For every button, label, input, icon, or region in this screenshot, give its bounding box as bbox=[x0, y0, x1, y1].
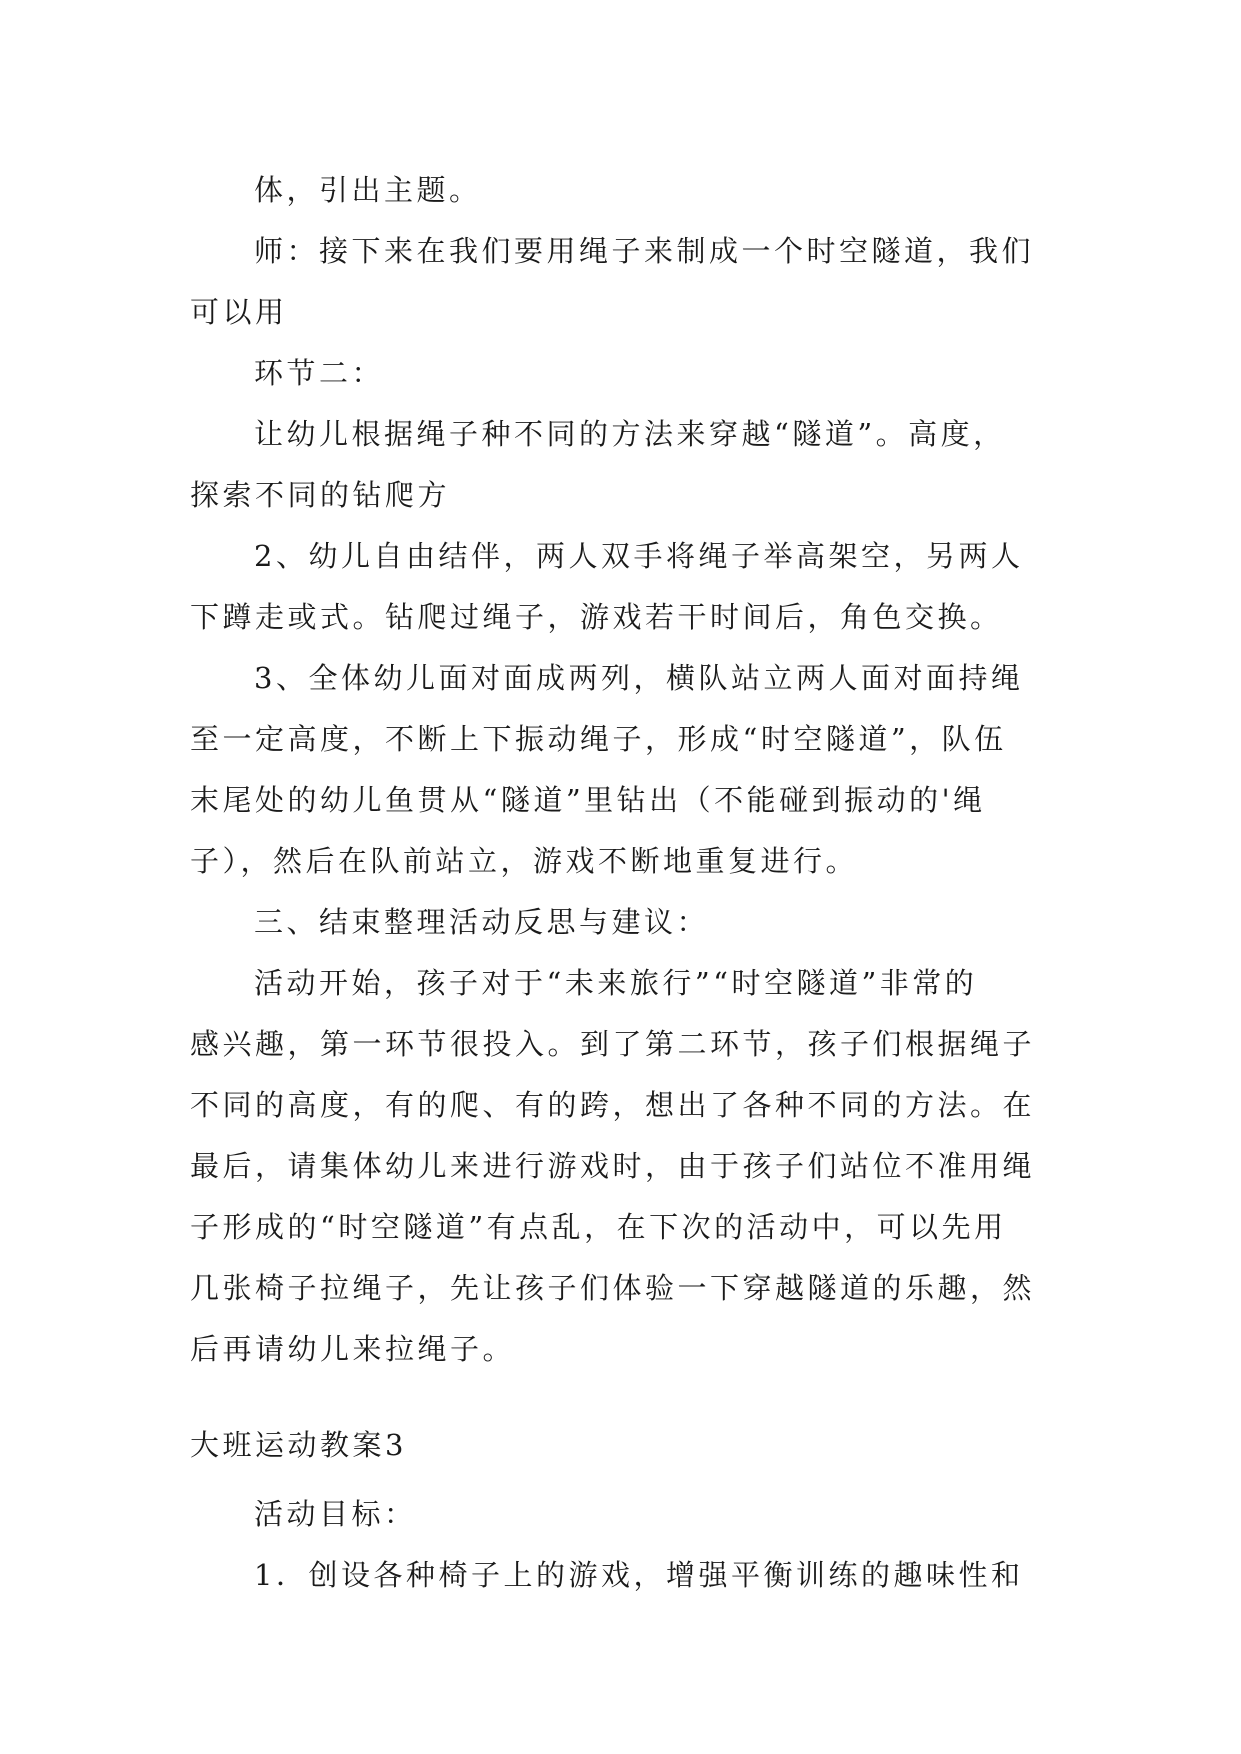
text-line: 可以用 bbox=[190, 295, 288, 329]
paragraph bbox=[190, 404, 1050, 526]
section-heading: 大班运动教案3 bbox=[190, 1428, 407, 1462]
text-line: 2、幼儿自由结伴，两人双手将绳子举高架空，另两人 bbox=[254, 539, 1024, 573]
paragraph bbox=[190, 648, 1050, 892]
text-line: 不同的高度，有的爬、有的跨，想出了各种不同的方法。在 bbox=[190, 1088, 1036, 1122]
text-line: 几张椅子拉绳子，先让孩子们体验一下穿越隧道的乐趣，然 bbox=[190, 1271, 1036, 1305]
paragraph bbox=[190, 1545, 1050, 1606]
text-line: 子），然后在队前站立，游戏不断地重复进行。 bbox=[190, 844, 859, 878]
paragraph bbox=[190, 526, 1050, 648]
text-line: 三、结束整理活动反思与建议： bbox=[254, 905, 710, 939]
paragraph bbox=[190, 221, 1050, 343]
text-line: 至一定高度，不断上下振动绳子，形成“时空隧道”，队伍 bbox=[190, 722, 1007, 756]
text-line: 体，引出主题。 bbox=[254, 173, 482, 207]
document-body bbox=[190, 160, 1050, 1606]
text-line: 师：接下来在我们要用绳子来制成一个时空隧道，我们 bbox=[254, 234, 1035, 268]
text-line: 1．创设各种椅子上的游戏，增强平衡训练的趣味性和 bbox=[254, 1558, 1024, 1592]
text-line: 感兴趣，第一环节很投入。到了第二环节，孩子们根据绳子 bbox=[190, 1027, 1036, 1061]
text-line: 探索不同的钻爬方 bbox=[190, 478, 451, 512]
paragraph bbox=[190, 343, 1050, 404]
text-line: 后再请幼儿来拉绳子。 bbox=[190, 1332, 516, 1366]
paragraph bbox=[190, 160, 1050, 221]
text-line: 子形成的“时空隧道”有点乱，在下次的活动中，可以先用 bbox=[190, 1210, 1007, 1244]
paragraph bbox=[190, 892, 1050, 953]
text-line: 末尾处的幼儿鱼贯从“隧道”里钻出（不能碰到振动的'绳 bbox=[190, 783, 986, 817]
text-line: 活动开始，孩子对于“未来旅行”“时空隧道”非常的 bbox=[254, 966, 978, 1000]
text-line: 让幼儿根据绳子种不同的方法来穿越“隧道”。高度， bbox=[254, 417, 1006, 451]
text-line: 活动目标： bbox=[254, 1497, 417, 1531]
paragraph bbox=[190, 1484, 1050, 1545]
text-line: 环节二： bbox=[254, 356, 385, 390]
text-line: 最后，请集体幼儿来进行游戏时，由于孩子们站位不准用绳 bbox=[190, 1149, 1036, 1183]
paragraph bbox=[190, 953, 1050, 1380]
text-line: 3、全体幼儿面对面成两列，横队站立两人面对面持绳 bbox=[254, 661, 1024, 695]
text-line: 下蹲走或式。钻爬过绳子，游戏若干时间后，角色交换。 bbox=[190, 600, 1003, 634]
